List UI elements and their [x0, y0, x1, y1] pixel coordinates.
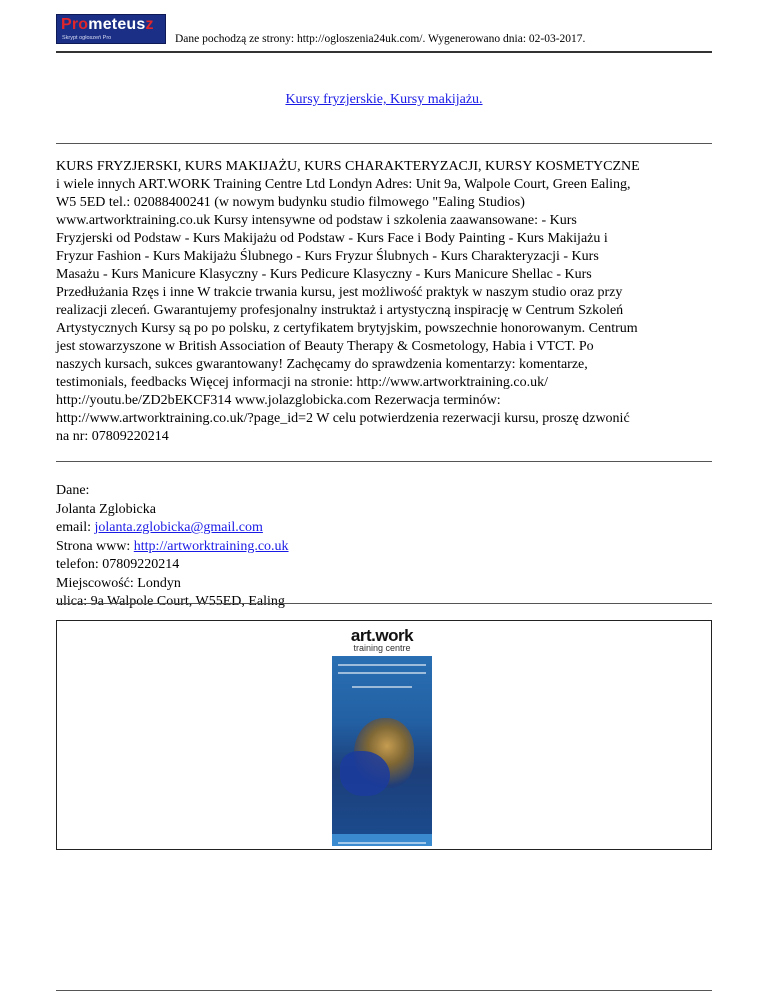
flyer-text-line	[338, 664, 426, 666]
prometeusz-logo	[56, 14, 166, 44]
contact-www-row	[56, 538, 289, 557]
contact-block	[56, 482, 289, 612]
logo-tagline: Skrypt ogłoszeń Pro	[62, 35, 112, 41]
flyer-artwork	[332, 656, 432, 846]
description-divider	[56, 461, 712, 462]
flyer-text-line	[352, 686, 412, 688]
footer-divider	[56, 990, 712, 991]
flyer-text-line	[338, 672, 426, 674]
contact-name: Jolanta Zglobicka	[56, 501, 156, 517]
course-flyer-image	[332, 626, 432, 846]
logo-wordmark: Prometeusz	[61, 16, 154, 33]
flyer-footer-band	[332, 834, 432, 846]
contact-divider	[56, 603, 712, 604]
flyer-brand: art.work	[350, 626, 414, 645]
listing-title-link[interactable]: Kursy fryzjerskie, Kursy makijażu.	[285, 92, 483, 107]
email-label: email:	[56, 520, 95, 535]
flyer-subtitle: training centre	[353, 643, 411, 653]
email-link[interactable]: jolanta.zglobicka@gmail.com	[94, 520, 263, 535]
www-link[interactable]: http://artworktraining.co.uk	[133, 538, 289, 554]
title-divider	[56, 143, 712, 144]
www-label: Strona www:	[56, 538, 134, 554]
contact-city: Miejscowość: Londyn	[56, 575, 181, 591]
contact-email-row	[56, 519, 289, 538]
source-note: Dane pochodzą ze strony: http://ogloszenia24uk.com/. Wygenerowano dnia: 02-03-2017.	[175, 33, 586, 45]
flyer-text-line	[338, 842, 426, 844]
header-divider	[56, 51, 712, 53]
flyer-hand-art	[340, 751, 390, 796]
contact-phone: telefon: 07809220214	[56, 557, 180, 572]
contact-street: ulica: 9a Walpole Court, W55ED, Ealing	[56, 594, 285, 609]
listing-description: KURS FRYZJERSKI, KURS MAKIJAŻU, KURS CHARAKTERYZACJI, KURSY KOSMETYCZNE i wiele innych ART.WORK Training Centre Ltd Londyn Adres: Unit 9a, Walpole Court, Green Ealing, W5 5ED tel.: 02088400241 (w nowym budynku studio filmowego "Ealing Studios) www.artworktraining.co.uk Kursy intensywne od podstaw i szkolenia zaawansowane: - Kurs Fryzjerski od Podstaw - Kurs Makijażu od Podstaw - Kurs Face i Body Painting - Kurs Makijażu i Fryzur Fashion - Kurs Makijażu Ślubnego - Kurs Fryzur Ślubnych - Kurs Charakteryzacji - Kurs Masażu - Kurs Manicure Klasyczny - Kurs Pedicure Klasyczny - Kurs Manicure Shellac - Kurs Przedłużania Rzęs i inne W trakcie trwania kursu, jest możliwość praktyk w naszym studio oraz przy realizacji zleceń. Gwarantujemy profesjonalny instruktaż i artystyczną inspirację w Centrum Szkoleń Artystycznych Kursy są po po polsku, z certyfikatem brytyjskim, powszechnie honorowanym. Centrum jest stowarzyszone w British Association of Beauty Therapy & Cosmetology, Habia i VTCT. Po naszych kursach, sukces gwarantowany! Zachęcamy do sprawdzenia komentarzy: komentarze, testimonials, feedbacks Więcej informacji na stronie: http://www.artworktraining.co.uk/ http://youtu.be/ZD2bEKCF314 www.jolazglobicka.com Rezerwacja terminów: http://www.artworktraining.co.uk/?page_id=2 W celu potwierdzenia rezerwacji kursu, proszę dzwonić na nr: 07809220214	[56, 159, 640, 444]
contact-heading: Dane:	[56, 483, 90, 498]
